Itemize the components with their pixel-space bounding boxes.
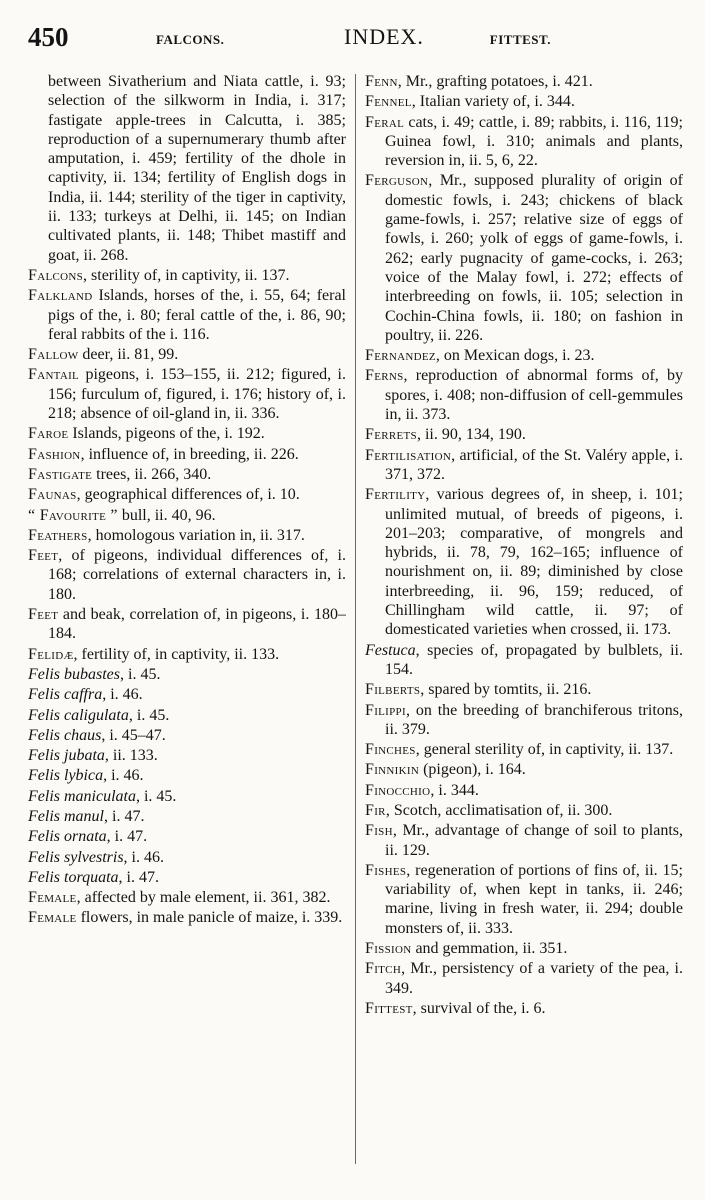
index-entry-heading: Feathers <box>28 526 88 544</box>
index-entry-heading: Felis bubastes <box>28 665 120 683</box>
index-entry-heading: Felis lybica <box>28 767 104 785</box>
index-entry <box>365 680 683 699</box>
page-title: INDEX. <box>344 24 424 49</box>
index-entry-heading: Felis caffra <box>28 686 103 704</box>
index-entry-heading: Fenn <box>365 73 398 90</box>
index-entry-text: Islands, horses of the, i. 55, 64; feral pigs of the, i. 80; feral cattle of the, i. 86, 90; feral rabbits of the i. 116. <box>48 287 346 343</box>
index-entry-text: , fertility of, in captivity, ii. 133. <box>73 645 280 663</box>
index-entry-text: , species of, propagated by bulblets, ii. 154. <box>385 641 683 678</box>
index-entry-text: deer, ii. 81, 99. <box>78 346 179 364</box>
index-entry-heading: Fitch <box>365 960 402 978</box>
index-entry <box>365 959 683 998</box>
index-entry-text: , i. 47. <box>104 807 145 825</box>
index-entry <box>28 424 346 443</box>
index-entry-text: , regeneration of portions of fins of, ii. 15; variability of, when kept in tanks, ii. 246; marine, living in fresh water, ii. 294; double monsters of, ii. 333. <box>385 861 683 937</box>
index-entry-text: , influence of, in breeding, ii. 226. <box>80 445 299 463</box>
index-entry-heading: Felis torquata <box>28 868 119 886</box>
index-entry-text: , i. 45. <box>135 787 177 805</box>
column-divider <box>355 74 356 1164</box>
index-entry-heading: Fernandez <box>365 347 436 365</box>
index-entry <box>28 266 346 285</box>
index-entry-heading: Filberts <box>365 681 421 699</box>
index-entry <box>28 605 346 644</box>
index-entry <box>365 72 683 91</box>
index-entry-heading: Fantail <box>28 366 80 384</box>
index-entry-text: , various degrees of, in sheep, i. 101; unlimited mutual, of breeds of pigeons, i. 201–203; comparative, of mongrels and hybrids, ii. 78, 79, 162–165; influence of nourishment on, ii. 89; diminished by close interbreeding, ii. 96, 159; reduced, of Chillingham wild cattle, ii. 97; of domesticated varieties when crossed, ii. 173. <box>385 486 683 639</box>
index-entry-heading: Faunas <box>28 486 77 504</box>
index-entry-text: , i. 344. <box>430 781 479 799</box>
index-entry-heading: Felis jubata <box>28 747 105 765</box>
index-entry-text: , spared by tomtits, ii. 216. <box>420 681 592 699</box>
index-entry-text: (pigeon), i. 164. <box>419 761 526 779</box>
index-column-right <box>365 72 683 1182</box>
index-entry-text: , ii. 133. <box>104 747 158 765</box>
index-entry-heading: Fishes <box>365 861 407 879</box>
index-entry-heading: Felis caligulata <box>28 706 129 724</box>
index-entry-text: , geographical differences of, i. 10. <box>76 486 300 504</box>
index-entry <box>365 701 683 740</box>
index-entry <box>365 939 683 958</box>
index-entry-heading: Felis ornata <box>28 828 107 846</box>
index-entry-heading: Female <box>28 909 77 927</box>
index-entry <box>28 286 346 344</box>
index-entry-text: cats, i. 49; cattle, i. 89; rabbits, i. 116, 119; Guinea fowl, i. 310; animals and plants, reversion in, ii. 5, 6, 22. <box>385 113 683 170</box>
index-entry-text: , Mr., advantage of change of soil to plants, ii. 129. <box>385 822 683 859</box>
index-entry-text: between Sivatherium and Niata cattle, i. 93; selection of the silkworm in India, i. 317; fastigate apple-trees in Calcutta, i. 385; reproduction of a supernumerary thumb after amputation, i. 459; fertility of the dhole in captivity, ii. 134; fertility of English dogs in India, ii. 144; sterility of the tiger in captivity, ii. 133; turkeys at Delhi, ii. 145; on Indian cultivated plants, ii. 148; Thibet mastiff and goat, ii. 268. <box>48 73 346 264</box>
index-entry-text: , Scotch, acclimatisation of, ii. 300. <box>385 801 613 819</box>
index-entry <box>28 546 346 604</box>
page-number: 450 <box>28 22 69 52</box>
index-entry-text: , i. 45. <box>128 706 170 724</box>
index-entry-text: , homologous variation in, ii. 317. <box>87 526 305 544</box>
index-entry-text: , i. 46. <box>103 767 144 785</box>
index-entry-heading: Female <box>28 889 77 907</box>
index-entry-text: and beak, correlation of, in pigeons, i. 180–184. <box>48 606 346 643</box>
index-entry-heading: Falcons <box>28 266 84 284</box>
index-entry-text: , i. 46. <box>102 686 143 704</box>
index-entry-heading: Fertilisation <box>365 446 452 464</box>
index-entry <box>365 801 683 820</box>
index-entry-heading: Fittest <box>365 999 413 1017</box>
index-entry-text: , Italian variety of, i. 344. <box>411 93 575 111</box>
index-entry-heading: Felis manul <box>28 807 104 825</box>
index-entry <box>365 346 683 365</box>
index-entry-heading: Finches <box>365 741 416 759</box>
index-entry <box>28 848 346 867</box>
index-entry-text: , general sterility of, in captivity, ii. 137. <box>415 741 674 759</box>
index-entry-heading: Falkland <box>28 287 93 305</box>
index-entry-text: , on the breeding of branchiferous tritons, ii. 379. <box>385 701 683 738</box>
index-entry <box>365 821 683 860</box>
index-entry-text: , Mr., grafting potatoes, i. 421. <box>397 73 593 90</box>
index-entry <box>28 465 346 484</box>
index-entry-heading: Feral <box>365 113 405 131</box>
index-entry <box>365 92 683 111</box>
index-entry-text: Islands, pigeons of the, i. 192. <box>68 425 265 443</box>
index-entry <box>28 445 346 464</box>
index-entry-heading: Felis maniculata <box>28 787 136 805</box>
index-entry-heading: Felis chaus <box>28 726 102 744</box>
index-entry-heading: Finnikin <box>365 761 420 779</box>
index-entry-text: and gemmation, ii. 351. <box>411 940 568 958</box>
index-entry-heading: Fir <box>365 801 386 819</box>
index-entry-text: , i. 46. <box>123 848 164 866</box>
index-entry-heading: Ferguson <box>365 172 429 190</box>
index-entry-heading: Fastigate <box>28 465 93 483</box>
index-entry-text: flowers, in male panicle of maize, i. 339. <box>76 909 343 927</box>
index-entry-heading: Felis sylvestris <box>28 848 124 866</box>
index-entry-text: pigeons, i. 153–155, ii. 212; figured, i. 156; furculum of, figured, i. 176; history of, i. 218; absence of oil-gland in, ii. 336. <box>48 366 346 423</box>
index-entry <box>28 365 346 423</box>
index-entry <box>28 665 346 684</box>
index-entry <box>28 766 346 785</box>
index-entry <box>28 787 346 806</box>
index-entry-text: , i. 45–47. <box>101 726 166 744</box>
index-entry-heading: Filippi <box>365 701 406 719</box>
index-column-left <box>28 72 346 1182</box>
index-entry <box>365 999 683 1018</box>
index-entry <box>365 446 683 485</box>
index-entry-text: bull, ii. 40, 96. <box>117 506 216 524</box>
index-entry-text: , i. 47. <box>106 828 148 846</box>
index-entry-heading: Ferns <box>365 367 404 385</box>
index-entry-text: , on Mexican dogs, i. 23. <box>435 347 595 365</box>
index-entry-heading: Fish <box>365 822 393 840</box>
index-entry-text: , Mr., supposed plurality of origin of domestic fowls, i. 243; chickens of black game-fowls, i. 257; relative size of eggs of fowls, i. 260; yolk of eggs of game-fowls, i. 262; early pugnacity of game-cocks, i. 263; voice of the Malay fowl, i. 272; effects of interbreeding on fowls, ii. 105; selection in Cochin-China fowls, ii. 180; on fashion in poultry, ii. 226. <box>385 172 683 344</box>
index-entry-heading: Felidæ <box>28 645 74 663</box>
index-entry-text: , i. 47. <box>118 868 159 886</box>
index-entry-text: , reproduction of abnormal forms of, by spores, i. 408; non-diffusion of cell-gemmules in, ii. 373. <box>385 367 683 424</box>
index-entry <box>28 868 346 887</box>
index-entry-heading: Ferrets <box>365 426 417 444</box>
index-entry-heading: Finocchio <box>365 781 431 799</box>
index-entry <box>365 171 683 345</box>
index-entry <box>365 485 683 639</box>
index-entry <box>365 425 683 444</box>
index-entry <box>365 113 683 171</box>
index-entry <box>28 827 346 846</box>
index-entry <box>28 506 346 525</box>
index-entry-text: , i. 45. <box>120 665 161 683</box>
index-entry-text: , ii. 90, 134, 190. <box>416 426 526 444</box>
index-entry-text: , of pigeons, individual differences of, i. 168; correlations of external characters in, i. 180. <box>48 547 346 603</box>
index-entry <box>28 888 346 907</box>
index-entry-text: , artificial, of the St. Valéry apple, i. 371, 372. <box>385 446 683 483</box>
index-entry-text: , affected by male element, ii. 361, 382. <box>76 889 331 907</box>
index-entry-text: , sterility of, in captivity, ii. 137. <box>83 266 290 284</box>
index-entry-heading: Faroe <box>28 425 69 443</box>
index-entry <box>28 345 346 364</box>
index-entry-heading: Feet <box>28 547 59 565</box>
index-entry <box>28 706 346 725</box>
index-entry-heading: Fallow <box>28 346 79 364</box>
index-entry-heading: “ Favourite ” <box>28 506 118 524</box>
index-entry <box>365 861 683 938</box>
index-entry <box>365 781 683 800</box>
index-entry-text: , survival of the, i. 6. <box>412 999 546 1017</box>
index-entry <box>365 641 683 680</box>
index-entry <box>28 807 346 826</box>
index-entry <box>28 685 346 704</box>
running-head-right: FITTEST. <box>489 32 551 47</box>
index-entry <box>365 366 683 424</box>
index-entry <box>365 760 683 779</box>
index-entry-heading: Fashion <box>28 445 81 463</box>
index-entry-text: trees, ii. 266, 340. <box>92 465 212 483</box>
running-header <box>28 22 681 56</box>
index-entry-text: , Mr., persistency of a variety of the pea, i. 349. <box>385 960 683 997</box>
index-entry-heading: Fission <box>365 940 412 958</box>
running-head-left: FALCONS. <box>156 32 225 47</box>
index-entry <box>28 645 346 664</box>
index-entry-heading: Feet <box>28 606 59 624</box>
index-entry <box>28 72 346 265</box>
index-entry <box>365 740 683 759</box>
index-entry <box>28 746 346 765</box>
index-entry <box>28 908 346 927</box>
index-entry-heading: Fennel <box>365 93 412 111</box>
index-entry <box>28 726 346 745</box>
index-entry <box>28 526 346 545</box>
index-entry-heading: Fertility <box>365 486 426 504</box>
index-entry-heading: Festuca <box>365 641 416 659</box>
index-entry <box>28 485 346 504</box>
